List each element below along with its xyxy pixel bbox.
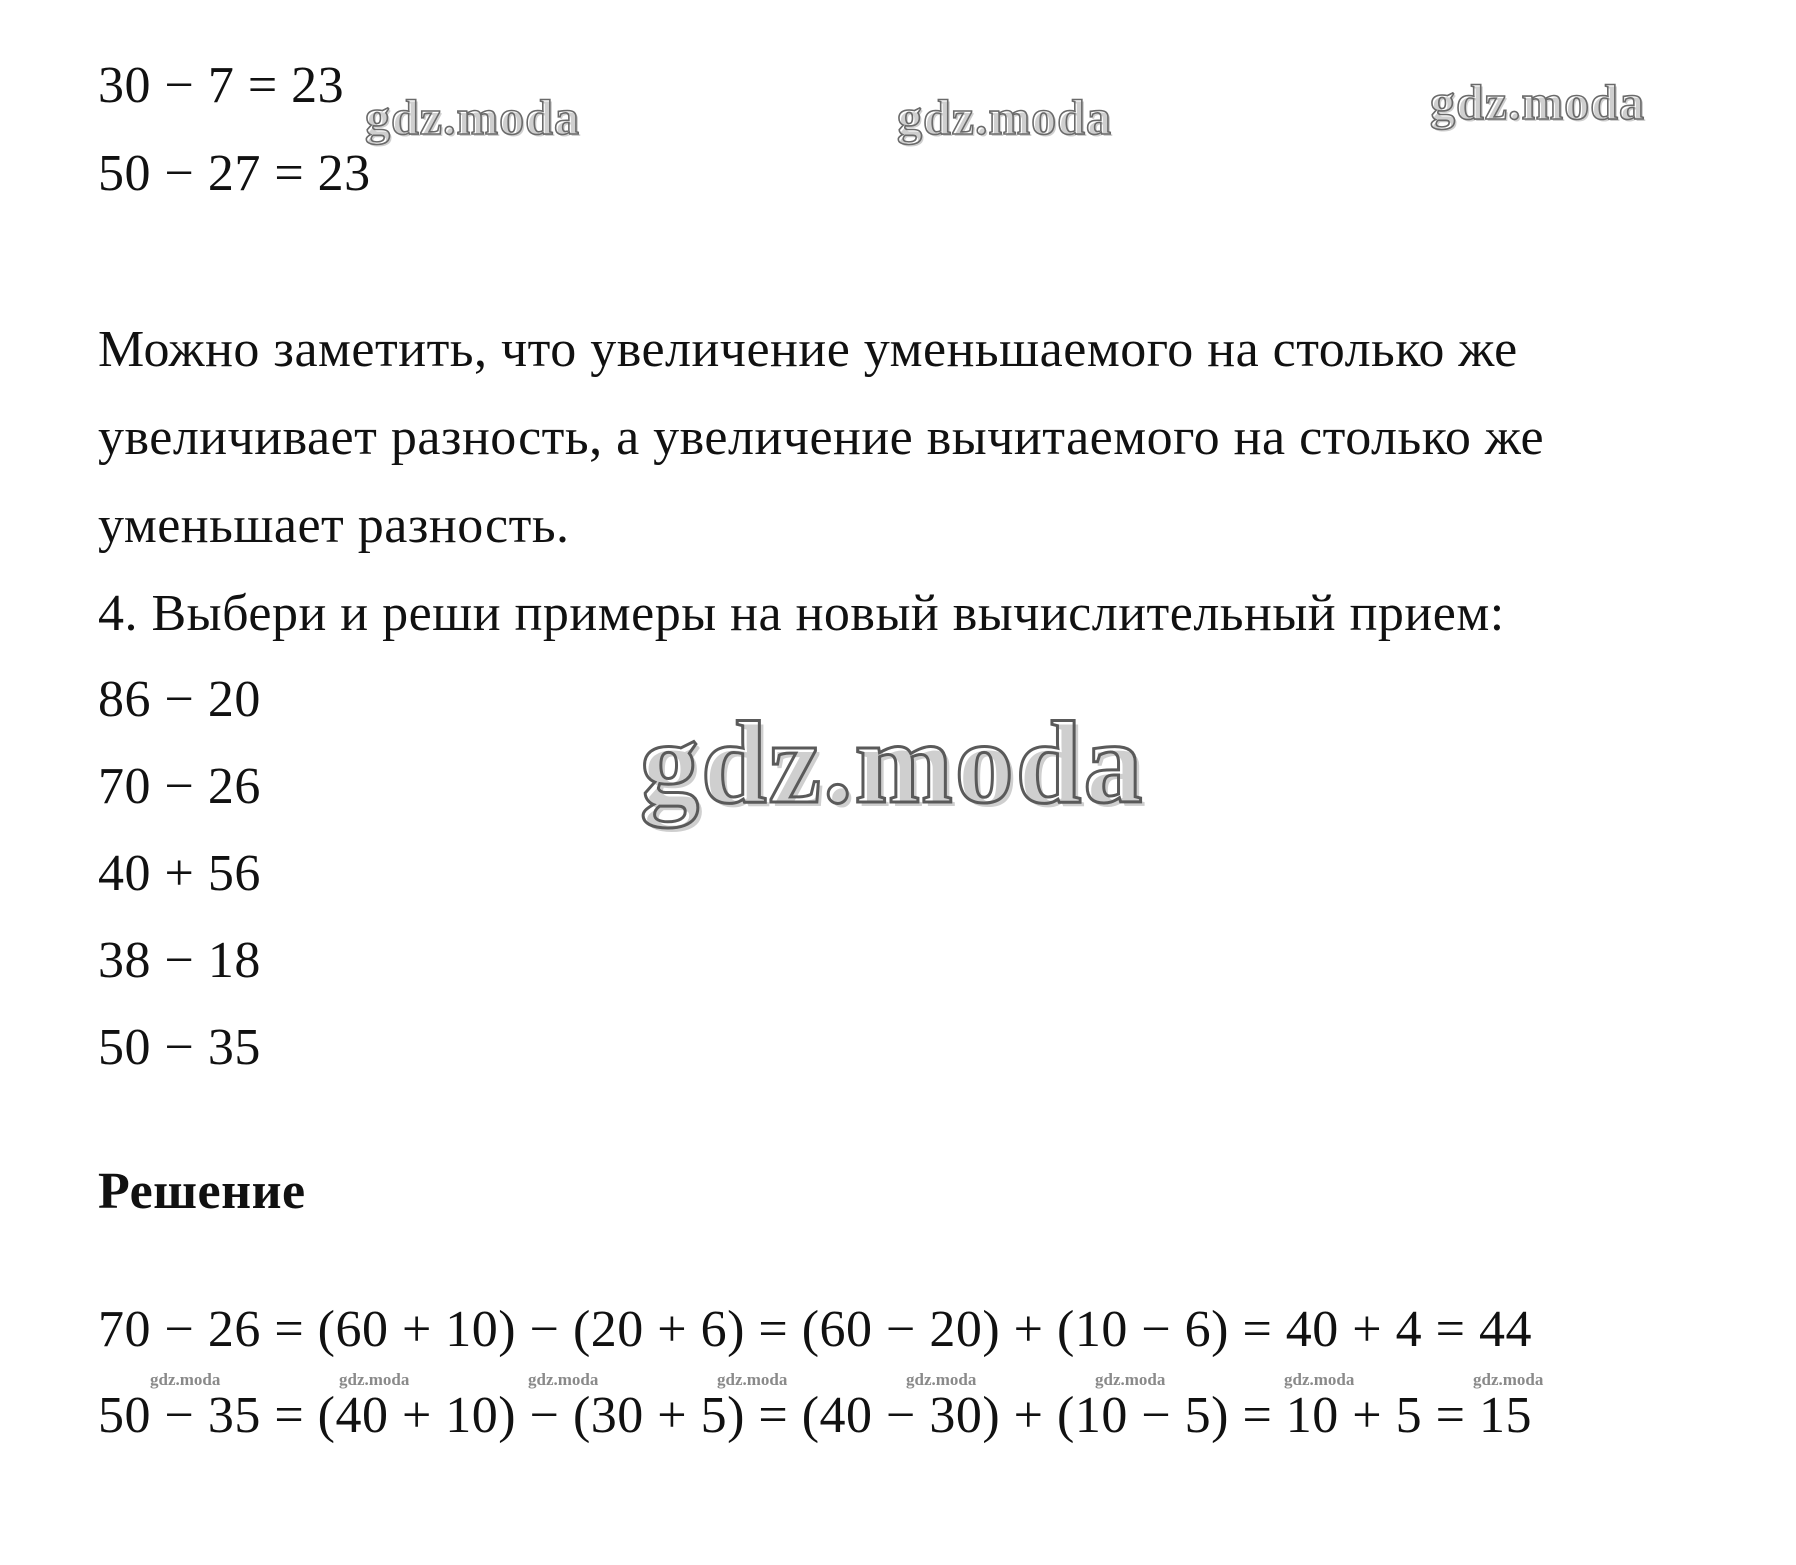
watermark: gdz.moda [717, 1370, 788, 1389]
watermark: gdz.moda [1284, 1370, 1355, 1389]
solution-line-2: 50 − 35 = (40 + 10) − (30 + 5) = (40 − 30) + (10 − 5) = 10 + 5 = 15 [98, 1387, 1532, 1444]
watermark: gdz.moda [1430, 74, 1645, 130]
watermark: gdz.moda [528, 1370, 599, 1389]
watermark: gdz.moda [339, 1370, 410, 1389]
example-item: 38 − 18 [98, 932, 261, 989]
task-text: 4. Выбери и реши примеры на новый вычислительный прием: [98, 585, 1505, 642]
watermark: gdz.moda [897, 89, 1112, 145]
solution-line-1: 70 − 26 = (60 + 10) − (20 + 6) = (60 − 20) + (10 − 6) = 40 + 4 = 44 [98, 1301, 1532, 1358]
watermark: gdz.moda [906, 1370, 977, 1389]
watermark: gdz.moda [150, 1370, 221, 1389]
observation-line-1: Можно заметить, что увеличение уменьшаемого на столько же [98, 321, 1518, 378]
watermark: gdz.moda [1095, 1370, 1166, 1389]
solution-heading: Решение [98, 1163, 306, 1220]
example-item: 86 − 20 [98, 671, 261, 728]
watermark: gdz.moda [1473, 1370, 1544, 1389]
example-item: 70 − 26 [98, 758, 261, 815]
observation-line-3: уменьшает разность. [98, 497, 570, 554]
watermark: gdz.moda [640, 697, 1145, 828]
equation-line-1: 30 − 7 = 23 [98, 57, 345, 114]
example-item: 50 − 35 [98, 1019, 261, 1076]
example-item: 40 + 56 [98, 845, 261, 902]
watermark: gdz.moda [365, 89, 580, 145]
equation-line-2: 50 − 27 = 23 [98, 145, 371, 202]
observation-line-2: увеличивает разность, а увеличение вычитаемого на столько же [98, 409, 1545, 466]
